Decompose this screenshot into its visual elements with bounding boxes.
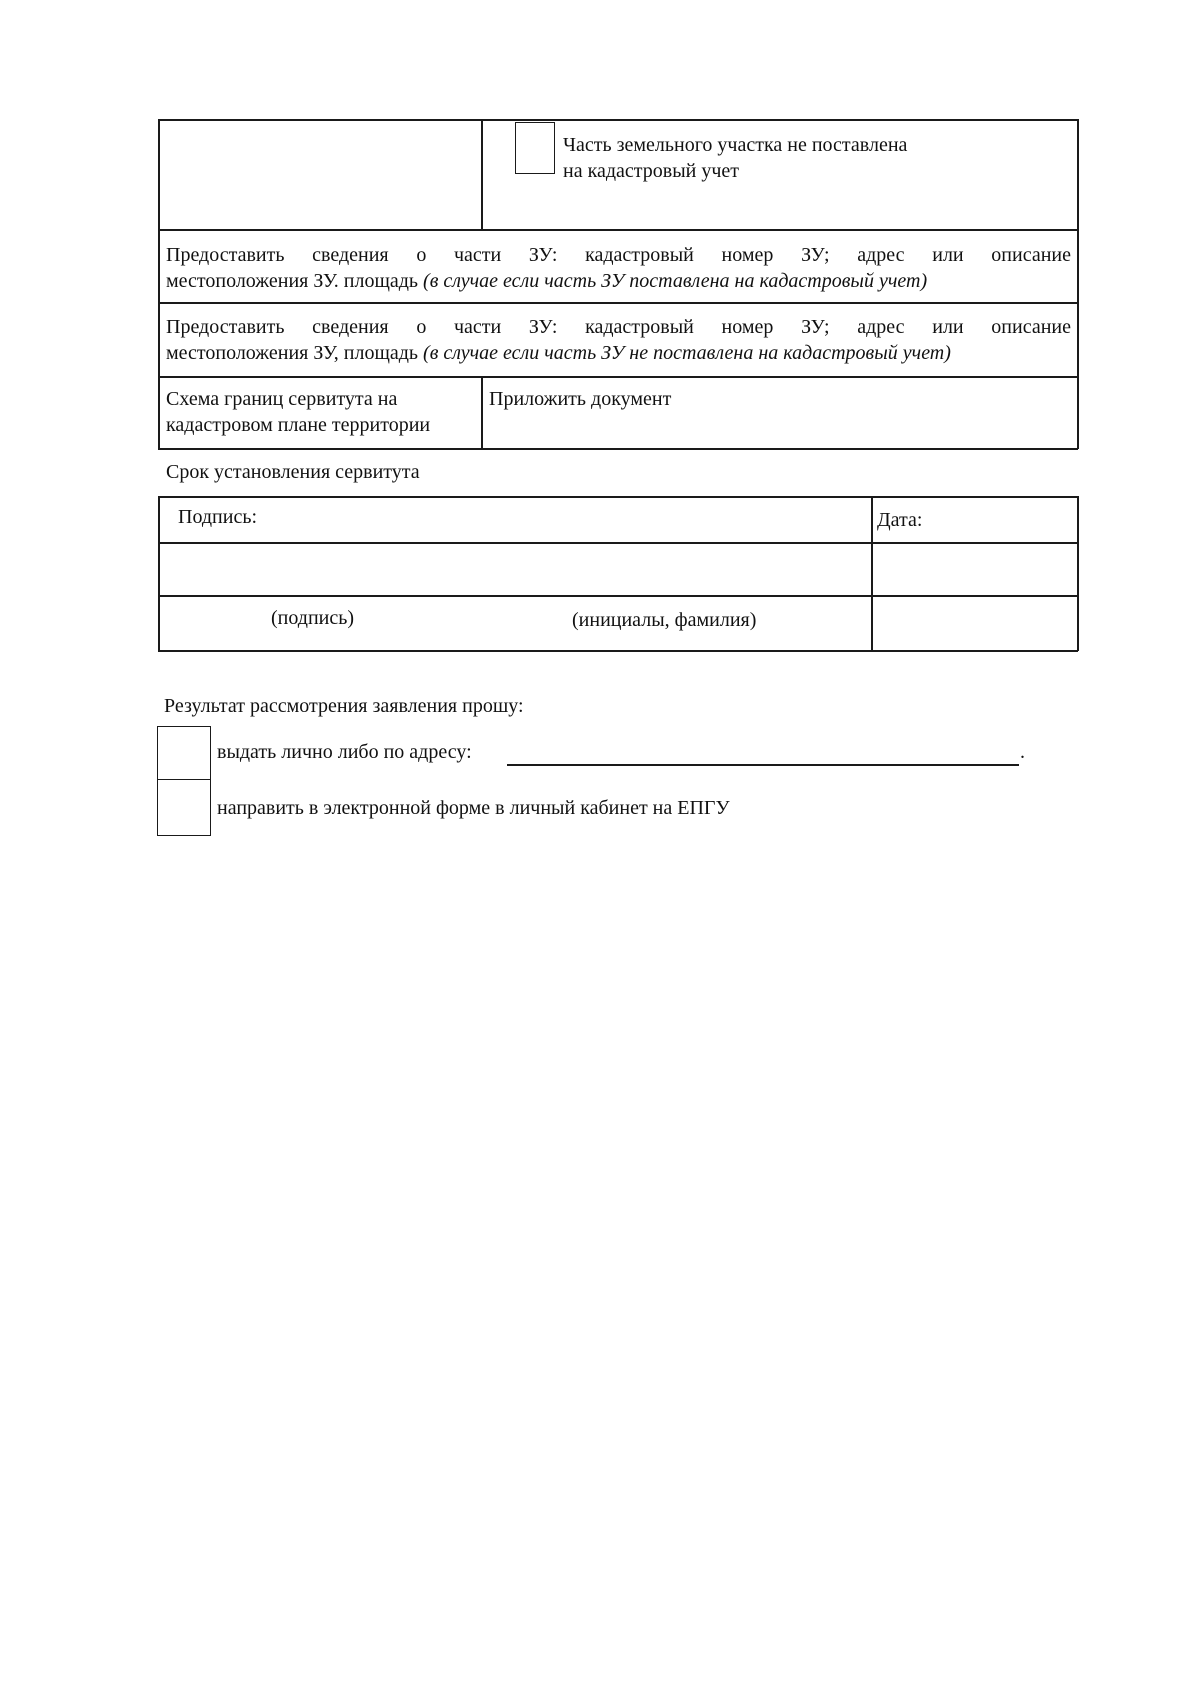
date-label: Дата: <box>877 509 923 531</box>
scheme-label: Схема границ сервитута на <box>166 388 398 410</box>
row3-instruction-plain: местоположения ЗУ, площадь <box>166 342 424 364</box>
row2-instruction: Предоставить сведения о части ЗУ: кадастровый номер ЗУ; адрес или описание <box>166 244 1071 266</box>
signature-row2-border <box>158 595 1078 597</box>
signature-border-bottom <box>158 650 1078 652</box>
term-label: Срок установления сервитута <box>166 461 420 483</box>
row2-instruction-italic: (в случае если часть ЗУ поставлена на кадастровый учет) <box>423 270 928 292</box>
attach-document-field[interactable]: Приложить документ <box>489 388 672 410</box>
part-not-registered-label: Часть земельного участка не поставлена <box>563 134 908 156</box>
result-heading: Результат рассмотрения заявления прошу: <box>164 695 524 717</box>
row2-instruction-plain: местоположения ЗУ. площадь <box>166 270 424 292</box>
result-section <box>0 680 1200 850</box>
row3-instruction: Предоставить сведения о части ЗУ: кадастровый номер ЗУ; адрес или описание <box>166 316 1071 338</box>
deliver-electronic-label: направить в электронной форме в личный кабинет на ЕПГУ <box>217 797 730 819</box>
address-underline <box>507 764 1019 766</box>
signature-border-top <box>158 496 1078 498</box>
address-period: . <box>1020 741 1025 763</box>
address-field[interactable] <box>507 736 1019 764</box>
row3-instruction-italic: (в случае если часть ЗУ не поставлена на кадастровый учет) <box>423 342 951 364</box>
date-field[interactable] <box>873 544 1076 594</box>
signature-field[interactable] <box>160 544 870 594</box>
deliver-electronic-checkbox[interactable] <box>157 779 211 836</box>
part-not-registered-label-cont: на кадастровый учет <box>563 160 740 182</box>
signature-border-right <box>1077 496 1079 651</box>
scheme-label-cont: кадастровом плане территории <box>166 414 431 436</box>
signature-caption: (подпись) <box>271 607 355 629</box>
signature-label: Подпись: <box>178 506 258 528</box>
deliver-in-person-checkbox[interactable] <box>157 726 211 781</box>
deliver-in-person-label: выдать лично либо по адресу: <box>217 741 472 763</box>
signature-table <box>0 0 1200 660</box>
name-caption: (инициалы, фамилия) <box>572 609 757 631</box>
